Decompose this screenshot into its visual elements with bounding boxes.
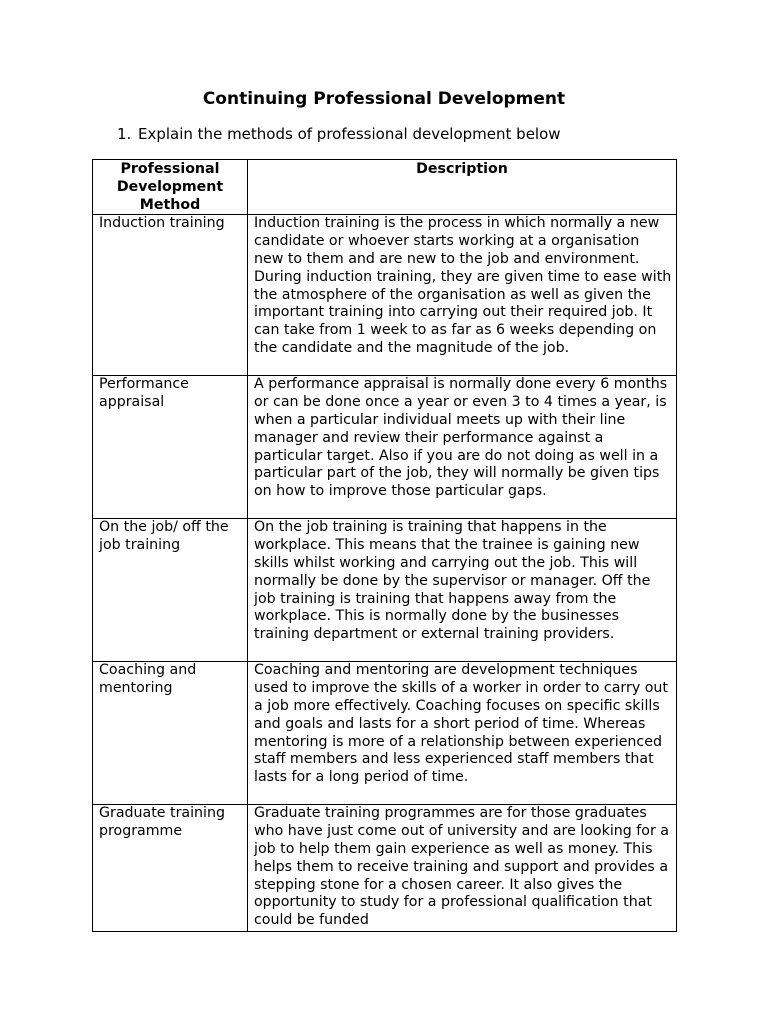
description-cell: Graduate training programmes are for those graduates who have just come out of university and are looking for a job to help them gain experience as well as money. This helps them to receive training and support and provides a stepping stone for a chosen career. It also gives the opportunity to study for a professional qualification that could be funded	[248, 805, 677, 932]
question-number: 1.	[117, 125, 132, 143]
table-row	[93, 519, 677, 662]
table-row	[93, 662, 677, 805]
page-title: Continuing Professional Development	[202, 89, 566, 109]
column-header-description: Description	[248, 160, 677, 215]
method-cell: Performance appraisal	[93, 376, 248, 519]
description-cell: A performance appraisal is normally done every 6 months or can be done once a year or even 3 to 4 times a year, is when a particular individual meets up with their line manager and review their performance against a particular target. Also if you are do not doing as well in a particular part of the job, they will normally be given tips on how to improve those particular gaps.	[248, 376, 677, 519]
table-row	[93, 215, 677, 376]
description-cell: Coaching and mentoring are development techniques used to improve the skills of a worker in order to carry out a job more effectively. Coaching focuses on specific skills and goals and lasts for a short period of time. Whereas mentoring is more of a relationship between experienced staff members and less experienced staff members that lasts for a long period of time.	[248, 662, 677, 805]
question-text: Explain the methods of professional development below	[138, 125, 561, 143]
description-cell: On the job training is training that happens in the workplace. This means that the trainee is gaining new skills whilst working and carrying out the job. This will normally be done by the supervisor or manager. Off the job training is training that happens away from the workplace. This is normally done by the businesses training department or external training providers.	[248, 519, 677, 662]
table-row	[93, 805, 677, 932]
method-cell: Induction training	[93, 215, 248, 376]
column-header-method: Professional Development Method	[93, 160, 248, 215]
question-prompt	[117, 124, 561, 144]
method-cell: Coaching and mentoring	[93, 662, 248, 805]
method-cell: Graduate training programme	[93, 805, 248, 932]
method-cell: On the job/ off the job training	[93, 519, 248, 662]
table-row	[93, 376, 677, 519]
table-header-row	[93, 160, 677, 215]
description-cell: Induction training is the process in which normally a new candidate or whoever starts working at a organisation new to them and are new to the job and environment. During induction training, they are given time to ease with the atmosphere of the organisation as well as given the important training into carrying out their required job. It can take from 1 week to as far as 6 weeks depending on the candidate and the magnitude of the job.	[248, 215, 677, 376]
professional-development-table	[92, 159, 677, 932]
